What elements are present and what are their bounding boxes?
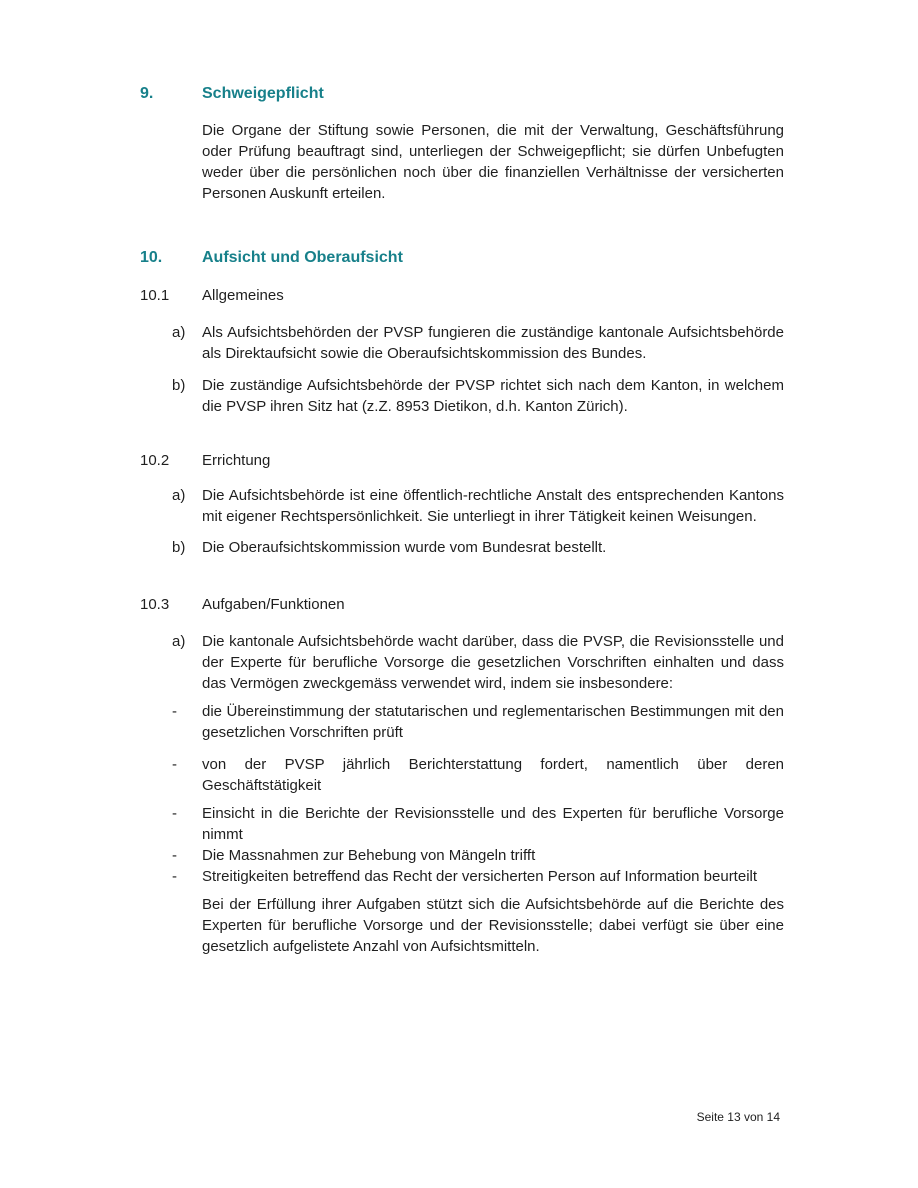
bullet-item <box>172 845 784 866</box>
list-item-marker: b) <box>172 539 186 556</box>
list-item-text: Als Aufsichtsbehörden der PVSP fungieren die zuständige kantonale Aufsichtsbehörde als Direktaufsicht sowie die Oberaufsichtskommission des Bundes. <box>202 324 784 362</box>
list-item-text: Die Aufsichtsbehörde ist eine öffentlich-rechtliche Anstalt des entsprechenden Kantons mit eigener Rechtspersönlichkeit. Sie unterliegt in ihrer Tätigkeit keinen Weisungen. <box>202 487 784 525</box>
subsection-10-1-title: Allgemeines <box>202 287 284 304</box>
section-10-title: Aufsicht und Oberaufsicht <box>202 249 403 266</box>
bullet-item <box>172 803 784 845</box>
dash-marker: - <box>172 756 177 773</box>
bullet-item <box>172 866 784 887</box>
list-item-marker: a) <box>172 633 186 650</box>
section-9-paragraph: Die Organe der Stiftung sowie Personen, die mit der Verwaltung, Geschäftsführung oder Prüfung beauftragt sind, unterliegen der Schweigepflicht; sie dürfen Unbefugten weder über die persönlichen noch über die finanziellen Verhältnisse der versicherten Personen Auskunft erteilen. <box>202 122 784 202</box>
bullet-item <box>172 701 784 743</box>
bullet-text: Einsicht in die Berichte der Revisionsstelle und des Experten für berufliche Vorsorge nimmt <box>202 805 784 843</box>
bullet-text: die Übereinstimmung der statutarischen und reglementarischen Bestimmungen mit den gesetzlichen Vorschriften prüft <box>202 703 784 741</box>
dash-marker: - <box>172 847 177 864</box>
list-item-text: Die kantonale Aufsichtsbehörde wacht darüber, dass die PVSP, die Revisionsstelle und der Experte für berufliche Vorsorge die gesetzlichen Vorschriften einhalten und dass das Vermögen zweckgemäss verwendet wird, indem sie insbesondere: <box>202 633 784 692</box>
subsection-10-2-number: 10.2 <box>140 452 170 469</box>
subsection-10-1-heading <box>140 285 784 306</box>
dash-marker: - <box>172 805 177 822</box>
bullet-text: Streitigkeiten betreffend das Recht der versicherten Person auf Information beurteilt <box>202 868 758 885</box>
list-item-marker: b) <box>172 377 186 394</box>
section-10-heading <box>140 248 784 268</box>
list-item <box>172 485 784 527</box>
list-item-text: Die zuständige Aufsichtsbehörde der PVSP richtet sich nach dem Kanton, in welchem die PVSP ihren Sitz hat (z.Z. 8953 Dietikon, d.h. Kanton Zürich). <box>202 377 784 415</box>
list-item-marker: a) <box>172 324 186 341</box>
bullet-text: Die Massnahmen zur Behebung von Mängeln trifft <box>202 847 536 864</box>
section-9-title: Schweigepflicht <box>202 85 324 102</box>
closing-paragraph: Bei der Erfüllung ihrer Aufgaben stützt sich die Aufsichtsbehörde auf die Berichte des Experten für berufliche Vorsorge und der Revisionsstelle; dabei verfügt sie über eine gesetzlich aufgelistete Anzahl von Aufsichtsmitteln. <box>202 896 784 955</box>
list-item-text: Die Oberaufsichtskommission wurde vom Bundesrat bestellt. <box>202 539 607 556</box>
section-9-heading <box>140 84 784 104</box>
subsection-10-3-number: 10.3 <box>140 596 170 613</box>
list-item <box>172 631 784 694</box>
subsection-10-2-heading <box>140 450 784 471</box>
list-item <box>172 322 784 364</box>
list-item <box>172 537 784 558</box>
subsection-10-2-title: Errichtung <box>202 452 271 469</box>
subsection-10-1-number: 10.1 <box>140 287 170 304</box>
subsection-10-3-heading <box>140 594 784 615</box>
list-item-marker: a) <box>172 487 186 504</box>
page-number-label: Seite 13 von 14 <box>696 1110 780 1124</box>
dash-marker: - <box>172 703 177 720</box>
bullet-item <box>172 754 784 796</box>
section-9-number: 9. <box>140 85 154 102</box>
dash-marker: - <box>172 868 177 885</box>
subsection-10-3-title: Aufgaben/Funktionen <box>202 596 345 613</box>
bullet-text: von der PVSP jährlich Berichterstattung fordert, namentlich über deren Geschäftstätigkeit <box>202 756 784 794</box>
list-item <box>172 375 784 417</box>
section-10-number: 10. <box>140 249 163 266</box>
